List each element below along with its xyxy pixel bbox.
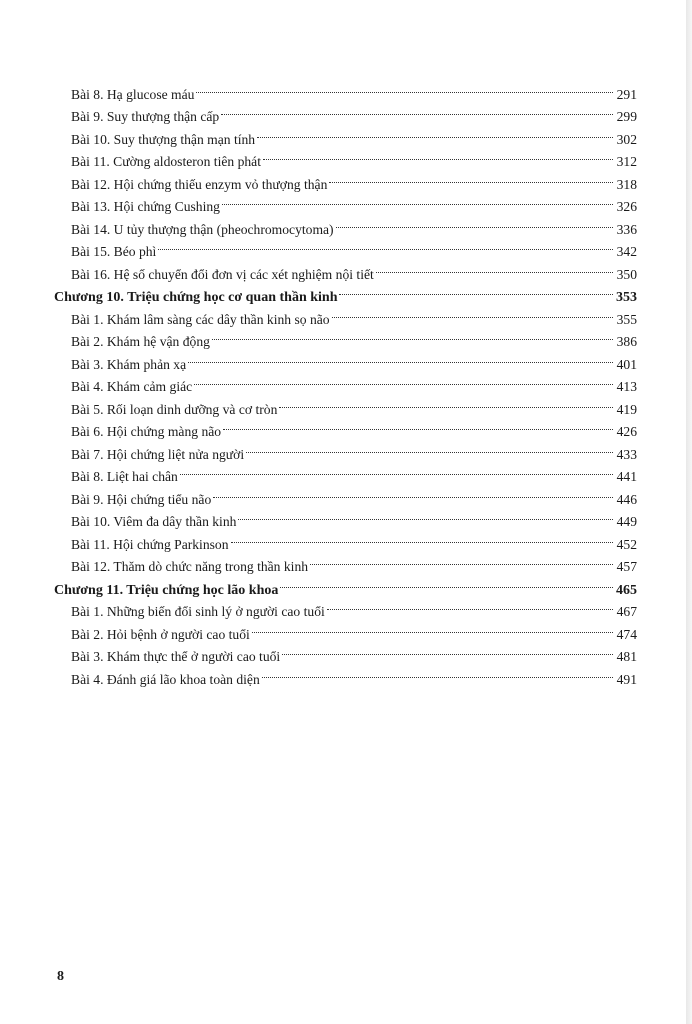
toc-entry-page-number: 336 xyxy=(616,221,637,237)
toc-entry-page-number: 419 xyxy=(616,401,637,417)
toc-entry-title: Bài 2. Hỏi bệnh ở người cao tuổi xyxy=(71,626,250,642)
toc-entry-title: Bài 3. Khám phản xạ xyxy=(71,356,187,372)
toc-entry-title: Bài 3. Khám thực thể ở người cao tuổi xyxy=(71,649,281,664)
toc-entry-page-number: 467 xyxy=(616,604,637,619)
toc-entry-page-number: 446 xyxy=(616,491,637,507)
toc-entry-title: Bài 5. Rối loạn dinh dưỡng và cơ tròn xyxy=(71,401,278,417)
page-edge xyxy=(686,0,692,1024)
dot-leader xyxy=(327,594,613,617)
table-of-contents xyxy=(54,76,637,687)
toc-entry-page-number: 491 xyxy=(616,671,637,687)
toc-entry-title: Bài 1. Khám lâm sàng các dây thần kinh sọ não xyxy=(71,311,330,327)
toc-entry-title: Bài 9. Suy thượng thận cấp xyxy=(71,109,220,124)
toc-entry-page-number: 426 xyxy=(616,424,637,439)
toc-entry-title: Bài 1. Những biến đổi sinh lý ở người cao tuổi xyxy=(71,604,325,619)
toc-entry-title: Bài 12. Thăm dò chức năng trong thần kinh xyxy=(71,559,309,574)
toc-entry-title: Bài 14. U tủy thượng thận (pheochromocytoma) xyxy=(71,221,334,237)
toc-entry-title: Bài 7. Hội chứng liệt nửa người xyxy=(71,446,245,462)
dot-leader xyxy=(196,76,613,99)
toc-entry-title: Chương 10. Triệu chứng học cơ quan thần kinh xyxy=(54,290,338,305)
toc-entry-title: Bài 2. Khám hệ vận động xyxy=(71,334,210,349)
toc-entry-title: Bài 8. Hạ glucose máu xyxy=(71,86,195,102)
dot-leader xyxy=(213,481,613,504)
page-number: 8 xyxy=(57,969,64,984)
toc-entry-page-number: 452 xyxy=(616,536,637,552)
toc-entry-page-number: 433 xyxy=(616,446,637,462)
dot-leader xyxy=(329,166,613,189)
toc-entry-page-number: 350 xyxy=(616,266,637,282)
dot-leader xyxy=(180,459,613,482)
toc-entry-title: Chương 11. Triệu chứng học lão khoa xyxy=(54,582,279,598)
toc-entry-page-number: 481 xyxy=(616,649,637,664)
toc-entry-page-number: 291 xyxy=(616,86,637,102)
toc-entry-title: Bài 12. Hội chứng thiếu enzym vỏ thượng thận xyxy=(71,176,328,192)
dot-leader xyxy=(158,234,613,257)
toc-entry-title: Bài 13. Hội chứng Cushing xyxy=(71,199,220,214)
toc-entry-page-number: 386 xyxy=(616,334,637,349)
dot-leader xyxy=(194,369,613,392)
toc-entry-title: Bài 11. Hội chứng Parkinson xyxy=(71,536,229,552)
dot-leader xyxy=(280,571,613,594)
toc-lesson-entry xyxy=(54,76,637,102)
toc-entry-title: Bài 11. Cường aldosteron tiên phát xyxy=(71,154,261,169)
toc-entry-page-number: 342 xyxy=(616,244,637,259)
dot-leader xyxy=(332,301,613,324)
toc-entry-title: Bài 4. Khám cảm giác xyxy=(71,379,193,394)
toc-entry-title: Bài 15. Béo phì xyxy=(71,244,157,259)
dot-leader xyxy=(246,436,613,459)
dot-leader xyxy=(263,144,613,167)
dot-leader xyxy=(222,189,613,212)
toc-entry-page-number: 318 xyxy=(616,176,637,192)
dot-leader xyxy=(376,256,613,279)
toc-entry-page-number: 326 xyxy=(616,199,637,214)
toc-entry-title: Bài 6. Hội chứng màng não xyxy=(71,424,222,439)
dot-leader xyxy=(336,211,613,234)
dot-leader xyxy=(279,391,613,414)
toc-entry-page-number: 474 xyxy=(616,626,637,642)
toc-entry-title: Bài 10. Viêm đa dây thần kinh xyxy=(71,514,237,529)
toc-entry-page-number: 457 xyxy=(616,559,637,574)
toc-entry-title: Bài 10. Suy thượng thận mạn tính xyxy=(71,131,256,147)
dot-leader xyxy=(188,346,613,369)
dot-leader xyxy=(310,549,613,572)
toc-entry-title: Bài 4. Đánh giá lão khoa toàn diện xyxy=(71,671,260,687)
toc-entry-page-number: 299 xyxy=(616,109,637,124)
toc-entry-page-number: 449 xyxy=(616,514,637,529)
dot-leader xyxy=(257,121,613,144)
dot-leader xyxy=(238,504,613,527)
dot-leader xyxy=(221,99,613,122)
toc-entry-title: Bài 16. Hệ số chuyển đổi đơn vị các xét nghiệm nội tiết xyxy=(71,266,374,282)
dot-leader xyxy=(262,661,613,684)
dot-leader xyxy=(252,616,613,639)
dot-leader xyxy=(212,324,613,347)
toc-entry-page-number: 302 xyxy=(616,131,637,147)
toc-entry-page-number: 312 xyxy=(616,154,637,169)
dot-leader xyxy=(339,279,613,302)
toc-entry-page-number: 465 xyxy=(616,582,637,598)
toc-entry-page-number: 401 xyxy=(616,356,637,372)
toc-entry-page-number: 413 xyxy=(616,379,637,394)
dot-leader xyxy=(223,414,613,437)
toc-entry-page-number: 353 xyxy=(616,290,637,305)
toc-entry-page-number: 355 xyxy=(616,311,637,327)
dot-leader xyxy=(282,639,613,662)
dot-leader xyxy=(231,526,613,549)
toc-entry-title: Bài 9. Hội chứng tiểu não xyxy=(71,491,212,507)
toc-entry-title: Bài 8. Liệt hai chân xyxy=(71,469,178,484)
toc-entry-page-number: 441 xyxy=(616,469,637,484)
